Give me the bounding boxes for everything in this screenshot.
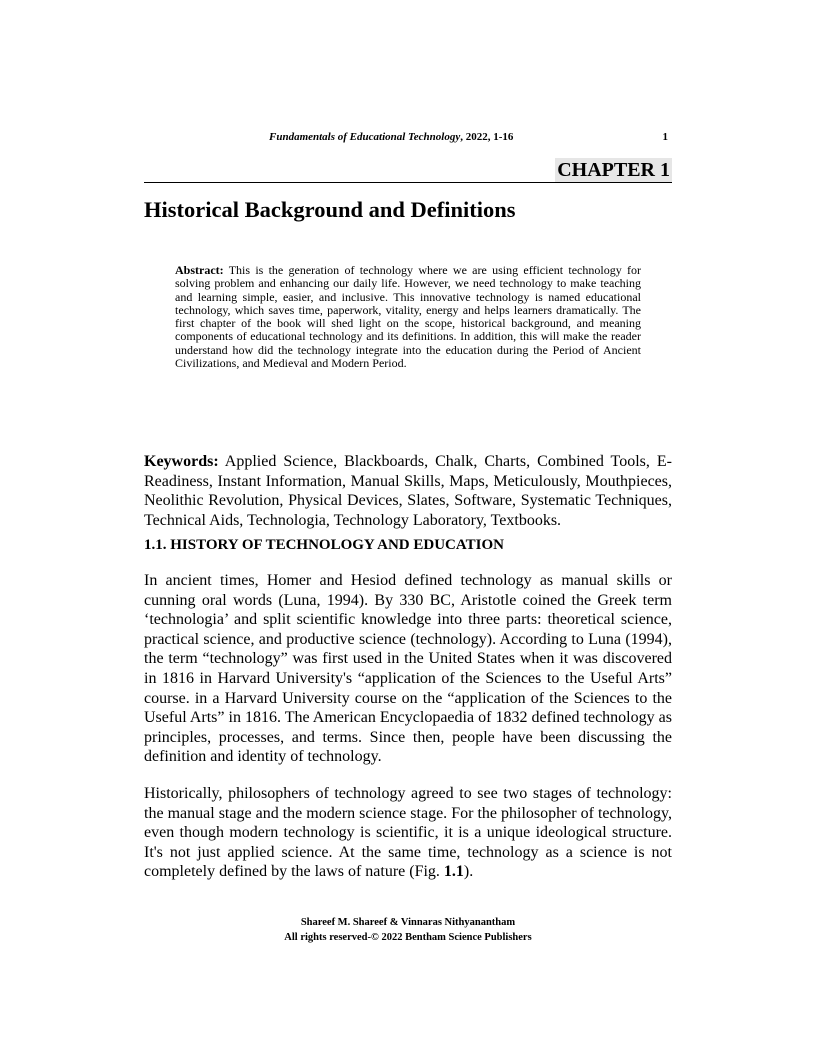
keywords-text: Applied Science, Blackboards, Chalk, Charts, Combined Tools, E-Readiness, Instant Information, Manual Skills, Maps, Meticulously, Mouthpieces, Neolithic Revolution, Physical Devices, Slates, Software, Systematic Techniques, Technical Aids, Technologia, Technology Laboratory, Textbooks.: [144, 453, 672, 529]
journal-year-pages: , 2022, 1-16: [460, 131, 514, 143]
chapter-label: CHAPTER 1: [557, 159, 670, 181]
abstract-label: Abstract:: [175, 263, 224, 277]
footer: [144, 915, 672, 945]
section-heading: 1.1. HISTORY OF TECHNOLOGY AND EDUCATION: [144, 537, 504, 553]
footer-authors: Shareef M. Shareef & Vinnaras Nithyanantham: [300, 917, 516, 928]
paragraph-end: ).: [463, 863, 474, 881]
journal-title: [269, 131, 513, 143]
page-number: 1: [662, 131, 668, 143]
abstract-text: This is the generation of technology where we are using efficient technology for solving problem and enhancing our daily life. However, we need technology to make teaching and learning simple, easier, and inclusive. This innovative technology is named educational technology, which saves time, paperwork, vitality, energy and helps learners dramatically. The first chapter of the book will shed light on the scope, historical background, and meaning components of educational technology and its definitions. In addition, this will make the reader understand how did the technology integrate into the education during the Period of Ancient Civilizations, and Medieval and Modern Period.: [175, 263, 641, 371]
keywords: [144, 452, 672, 530]
keywords-label: Keywords:: [144, 453, 219, 470]
footer-rights: All rights reserved-© 2022 Bentham Science Publishers: [284, 932, 532, 943]
figure-reference[interactable]: 1.1: [443, 863, 464, 881]
journal-title-italic: Fundamentals of Educational Technology: [269, 131, 461, 143]
paragraph: [144, 784, 672, 882]
header-rule: [144, 182, 672, 183]
chapter-title: Historical Background and Definitions: [144, 197, 516, 222]
paragraph: In ancient times, Homer and Hesiod defined technology as manual skills or cunning oral words (Luna, 1994). By 330 BC, Aristotle coined the Greek term ‘technologia’ and split scientific knowledge into three parts: theoretical science, practical science, and productive science (technology). According to Luna (1994), the term “technology” was first used in the United States when it was discovered in 1816 in Harvard University's “application of the Sciences to the Useful Arts” course. in a Harvard University course on the “application of the Sciences to the Useful Arts” in 1816. The American Encyclopaedia of 1832 defined technology as principles, processes, and terms. Since then, people have been discussing the definition and identity of technology.: [144, 572, 672, 766]
paragraph-text: Historically, philosophers of technology agreed to see two stages of technology: the manual stage and the modern science stage. For the philosopher of technology, even though modern technology is scientific, it is a unique ideological structure. It's not just applied science. At the same time, technology as a science is not completely defined by the laws of nature (Fig.: [144, 785, 672, 881]
abstract: [175, 264, 641, 370]
